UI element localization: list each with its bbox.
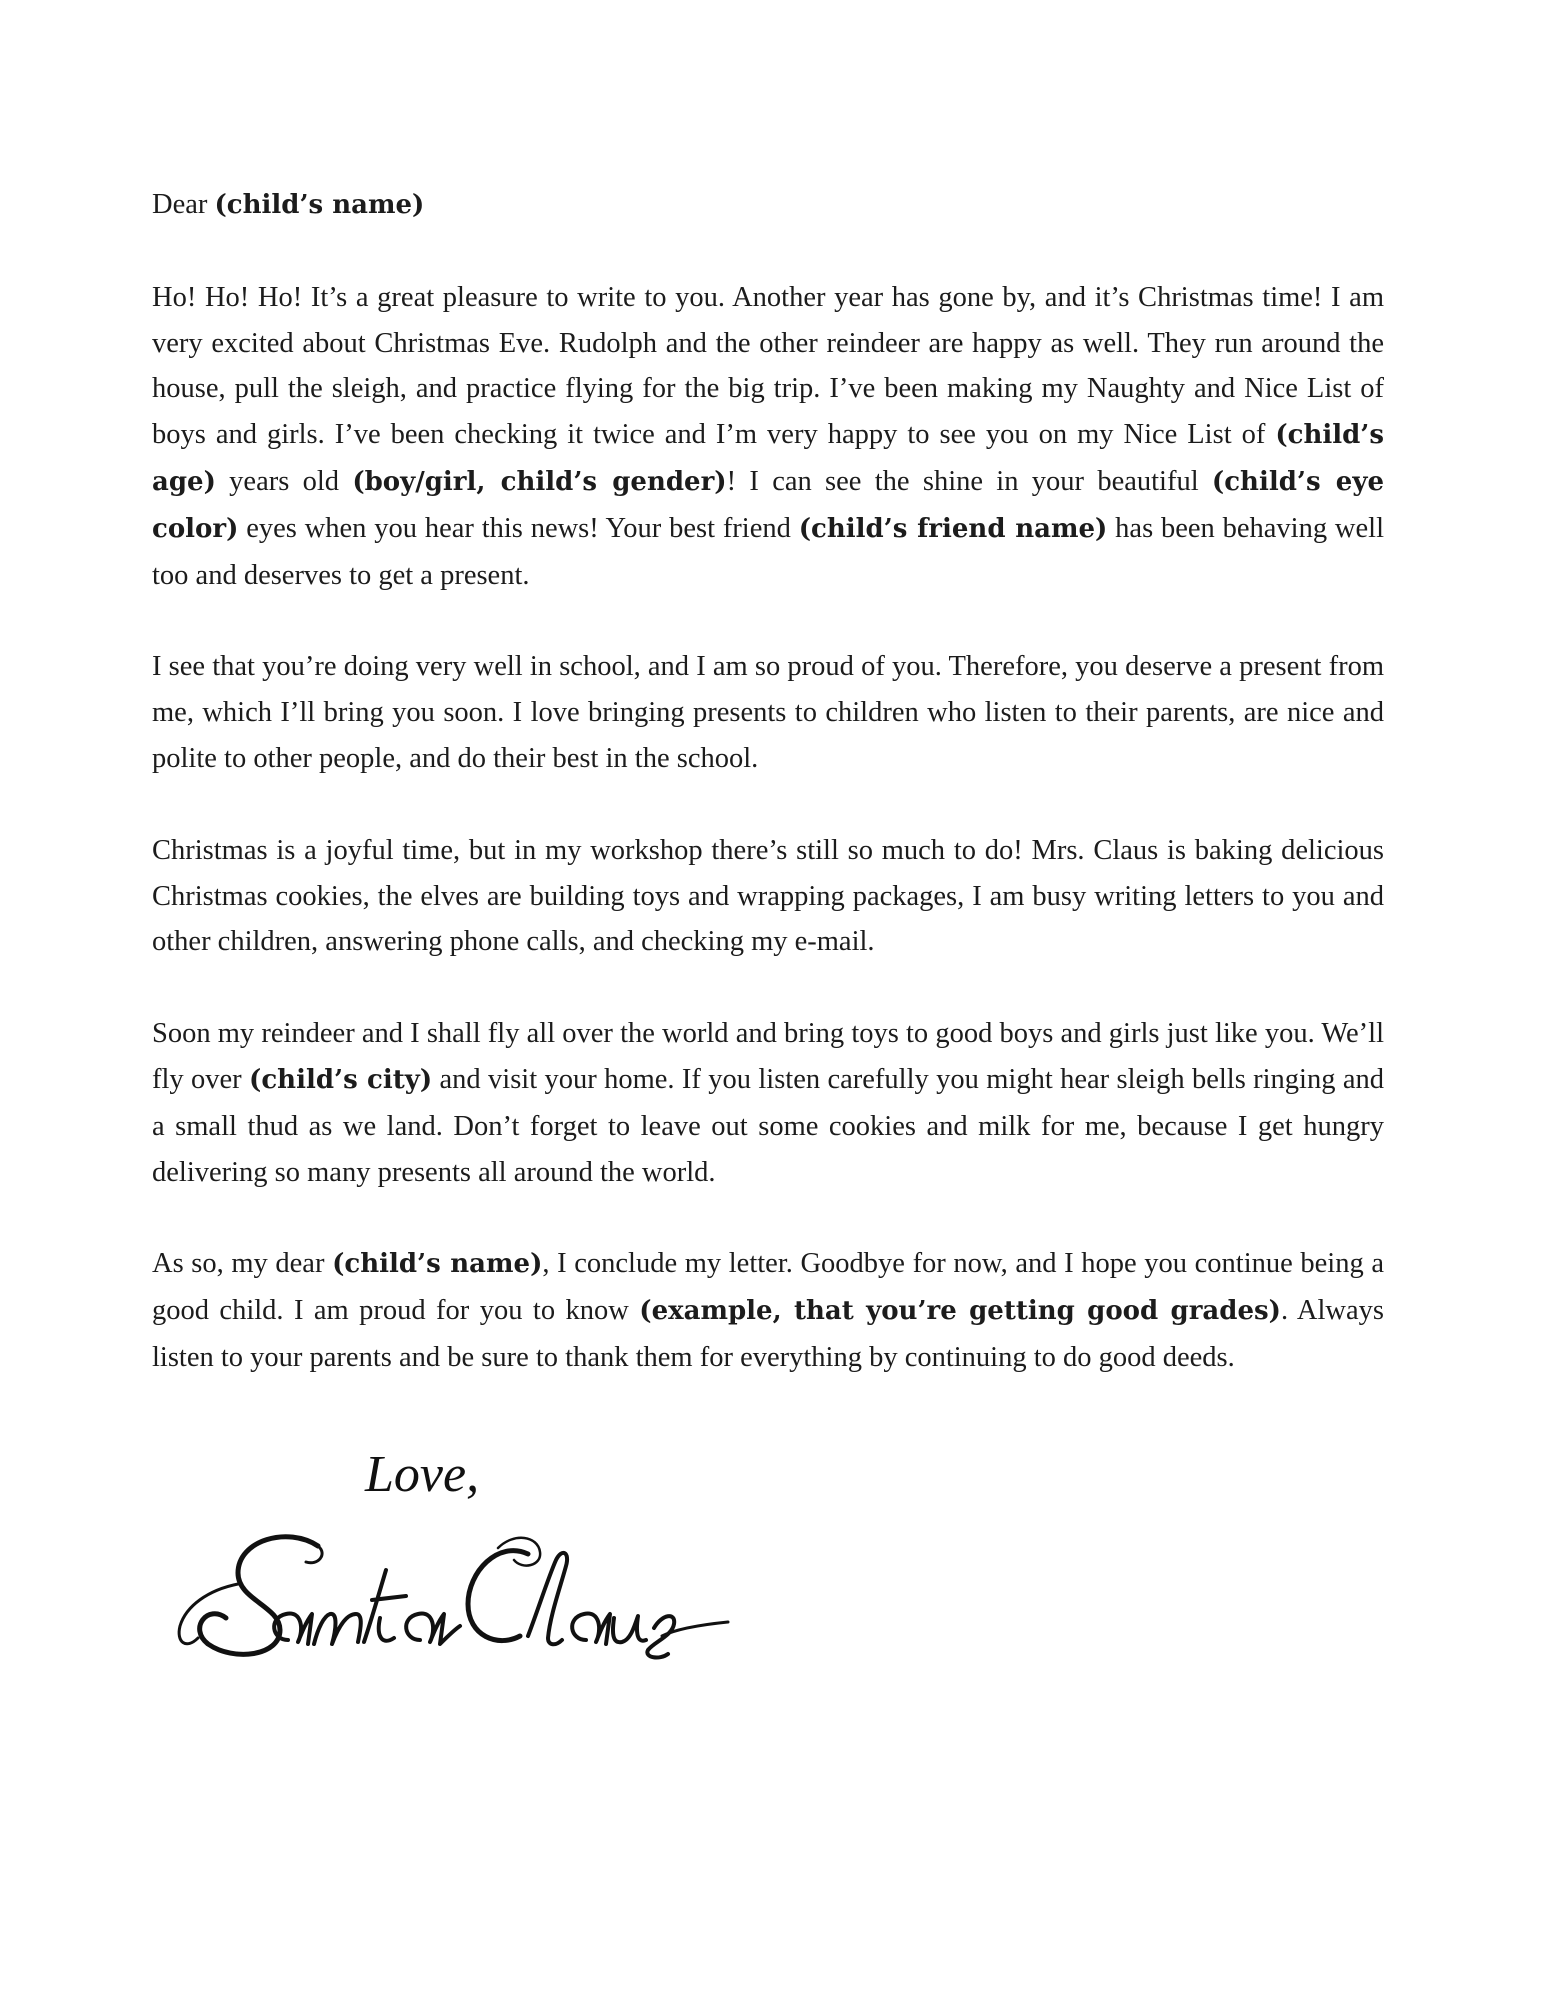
paragraph-1-text-1: Ho! Ho! Ho! It’s a great pleasure to write to you. Another year has gone by, and it’s Christmas time! I am very excited about Christmas Eve. Rudolph and the other reindeer are happy as well. They run around the house, pull the sleigh, and practice flying for the big trip. I’ve been making my Naughty and Nice List of boys and girls. I’ve been checking it twice and I’m very happy to see you on my Nice List of	[152, 281, 1384, 451]
greeting-prefix: Dear	[152, 189, 215, 220]
paragraph-4	[152, 1011, 1384, 1195]
paragraph-5	[152, 1241, 1384, 1380]
paragraph-5-text-3: . Always listen to your parents and be sure to thank them for everything by continuing to do good deeds.	[152, 1295, 1385, 1373]
paragraph-5-text-2: , I conclude my letter. Goodbye for now, and I hope you continue being a good child. I am proud for you to know	[152, 1248, 1384, 1327]
paragraph-3-text: Christmas is a joyful time, but in my workshop there’s still so much to do! Mrs. Claus is baking delicious Christmas cookies, the elves are building toys and wrapping packages, I am busy writing letters to you and other children, answering phone calls, and checking my e-mail.	[152, 834, 1384, 958]
paragraph-1-text-4: eyes when you hear this news! Your best friend	[238, 512, 799, 544]
santa-claus-signature	[168, 1518, 758, 1668]
child-gender-placeholder: (boy/girl, child’s gender)	[352, 466, 727, 497]
paragraph-2	[152, 644, 1384, 781]
paragraph-4-text-2: and visit your home. If you listen carefully you might hear sleigh bells ringing and a small thud as we land. Don’t forget to leave out some cookies and milk for me, because I get hungry delivering so many presents all around the world.	[152, 1063, 1384, 1188]
paragraph-4-text-1: Soon my reindeer and I shall fly all over the world and bring toys to good boys and girls just like you. We’ll fly over	[152, 1018, 1384, 1095]
paragraph-5-text-1: As so, my dear	[152, 1248, 333, 1280]
paragraph-2-text: I see that you’re doing very well in school, and I am so proud of you. Therefore, you deserve a present from me, which I’ll bring you soon. I love bringing presents to children who listen to their parents, are nice and polite to other people, and do their best in the school.	[152, 651, 1384, 774]
child-friend-name-placeholder: (child’s friend name)	[798, 513, 1108, 544]
paragraph-1-text-2: years old	[215, 465, 353, 497]
letter-body	[152, 182, 1384, 1427]
child-eye-color-placeholder: (child’s eye color)	[152, 466, 1384, 544]
paragraph-3	[152, 828, 1384, 965]
paragraph-1	[152, 275, 1384, 599]
child-name-placeholder: (child’s name)	[214, 190, 425, 220]
greeting	[152, 182, 1384, 229]
paragraph-1-text-3: ! I can see the shine in your beautiful	[726, 465, 1212, 497]
child-name-placeholder-closing: (child’s name)	[332, 1249, 543, 1280]
example-placeholder: (example, that you’re getting good grades)	[639, 1296, 1281, 1327]
child-city-placeholder: (child’s city)	[249, 1064, 433, 1095]
paragraph-1-text-5: has been behaving well too and deserves to get a present.	[152, 512, 1384, 591]
child-age-placeholder: (child’s age)	[152, 420, 1384, 497]
closing-love: Love,	[365, 1446, 480, 1503]
